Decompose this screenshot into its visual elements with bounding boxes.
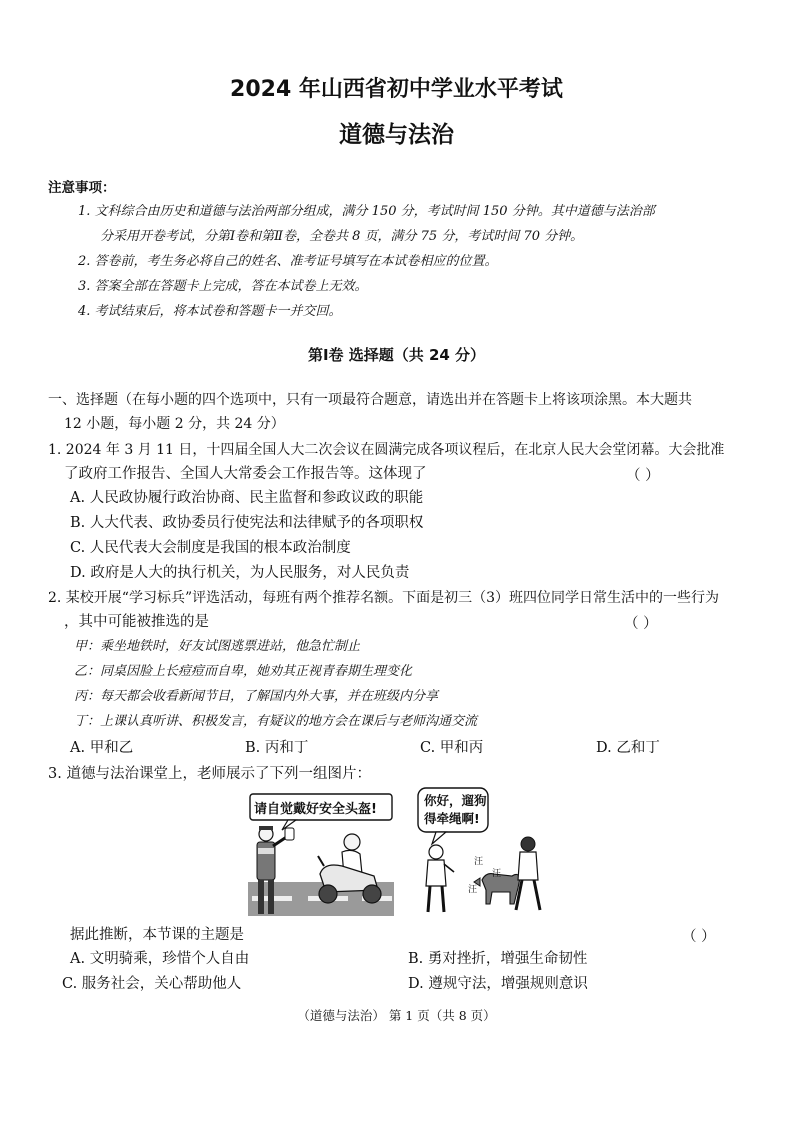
q1-stem-2: 了政府工作报告、全国人大常委会工作报告等。这体现了 bbox=[64, 466, 427, 482]
notice-item-2: 2. 答卷前，考生务必将自己的姓名、准考证号填写在本试卷相应的位置。 bbox=[78, 254, 498, 269]
page-footer: （道德与法治） 第 1 页（共 8 页） bbox=[297, 1008, 496, 1023]
q2-answer-paren: （ ） bbox=[624, 616, 658, 632]
q1-option-a: A. 人民政协履行政治协商、民主监督和参政议政的职能 bbox=[70, 490, 424, 506]
pic2-bark-2: 汪 bbox=[492, 869, 502, 879]
q2-option-a: A. 甲和乙 bbox=[70, 740, 134, 756]
q2-behavior-bing: 丙：每天都会收看新闻节目，了解国内外大事，并在班级内分享 bbox=[74, 689, 439, 704]
q3-question: 据此推断，本节课的主题是 bbox=[70, 927, 244, 943]
q1-option-c: C. 人民代表大会制度是我国的根本政治制度 bbox=[70, 540, 351, 556]
subject-title: 道德与法治 bbox=[339, 122, 454, 148]
pic2-bubble-line-2: 得牵绳啊! bbox=[424, 811, 480, 826]
notice-item-4: 4. 考试结束后，将本试卷和答题卡一并交回。 bbox=[78, 304, 342, 319]
exam-title: 2024 年山西省初中学业水平考试 bbox=[230, 77, 563, 102]
notice-item-3: 3. 答案全部在答题卡上完成，答在本试卷上无效。 bbox=[78, 279, 368, 294]
notice-heading: 注意事项： bbox=[48, 180, 116, 196]
q1-answer-paren: （ ） bbox=[626, 468, 660, 484]
pic2-bark-1: 汪 bbox=[474, 857, 484, 867]
pic2-bark-3: 汪 bbox=[468, 885, 478, 895]
q2-option-c: C. 甲和丙 bbox=[420, 740, 484, 756]
pic2-bubble-line-1: 你好，遛狗 bbox=[424, 793, 487, 808]
q2-behavior-yi: 乙：同桌因脸上长痘痘而自卑，她劝其正视青春期生理变化 bbox=[74, 664, 413, 679]
q3-option-c: C. 服务社会，关心帮助他人 bbox=[62, 976, 242, 992]
q2-option-b: B. 丙和丁 bbox=[245, 740, 309, 756]
q3-option-d: D. 遵规守法，增强规则意识 bbox=[408, 976, 588, 992]
section-title: 第Ⅰ卷 选择题（共 24 分） bbox=[307, 346, 486, 364]
q1-stem-1: 1. 2024 年 3 月 11 日，十四届全国人大二次会议在圆满完成各项议程后，在北京人民大会堂闭幕。大会批准 bbox=[48, 442, 725, 458]
q2-behavior-ding: 丁：上课认真听讲、积极发言，有疑议的地方会在课后与老师沟通交流 bbox=[74, 714, 478, 729]
section-instruction-2: 12 小题，每小题 2 分，共 24 分） bbox=[64, 416, 285, 432]
q1-option-b: B. 人大代表、政协委员行使宪法和法律赋予的各项职权 bbox=[70, 515, 424, 531]
notice-item-1-cont: 分采用开卷考试，分第Ⅰ卷和第Ⅱ卷，全卷共 8 页，满分 75 分，考试时间 70 分钟。 bbox=[100, 229, 584, 244]
notice-item-1: 1. 文科综合由历史和道德与法治两部分组成，满分 150 分，考试时间 150 分钟。其中道德与法治部 bbox=[78, 204, 655, 219]
q2-option-d: D. 乙和丁 bbox=[596, 740, 660, 756]
q2-stem-1: 2. 某校开展“学习标兵”评选活动，每班有两个推荐名额。下面是初三（3）班四位同学日常生活中的一些行为 bbox=[48, 590, 720, 606]
q3-answer-paren: （ ） bbox=[682, 929, 716, 945]
q3-option-b: B. 勇对挫折，增强生命韧性 bbox=[408, 951, 588, 967]
section-instruction-1: 一、选择题（在每小题的四个选项中，只有一项最符合题意，请选出并在答题卡上将该项涂黑。本大题共 bbox=[48, 392, 692, 408]
q3-stem: 3. 道德与法治课堂上，老师展示了下列一组图片： bbox=[48, 766, 371, 782]
q2-stem-2: ，其中可能被推选的是 bbox=[64, 614, 209, 630]
q3-option-a: A. 文明骑乘，珍惜个人自由 bbox=[70, 951, 250, 967]
q2-behavior-jia: 甲：乘坐地铁时，好友试图逃票进站，他急忙制止 bbox=[74, 639, 361, 654]
pic1-bubble-text: 请自觉戴好安全头盔! bbox=[254, 802, 377, 817]
q1-option-d: D. 政府是人大的执行机关，为人民服务，对人民负责 bbox=[70, 565, 410, 581]
